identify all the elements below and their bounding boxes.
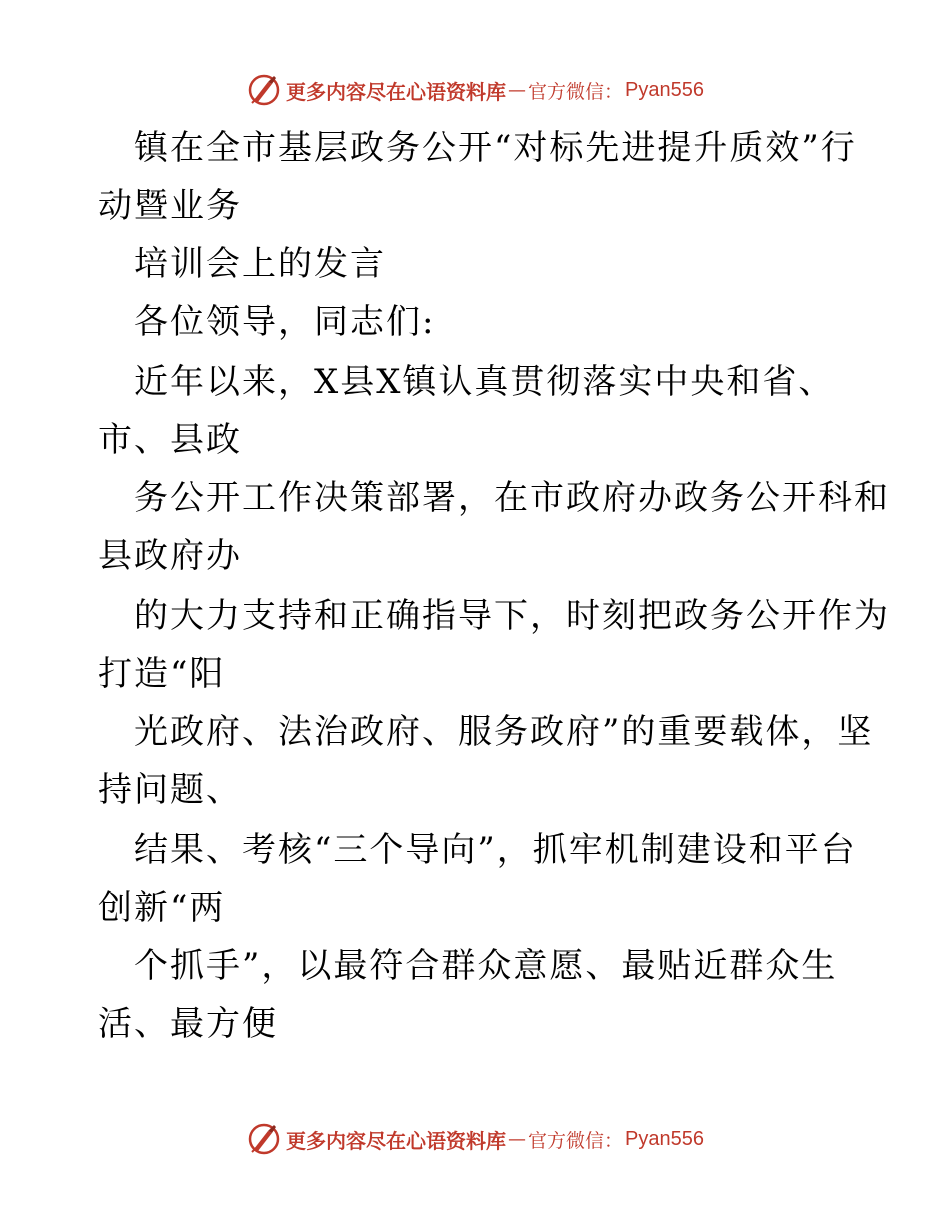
text-line: 结果、考核“三个导向”，抓牢机制建设和平台 [134, 830, 857, 870]
text-line: 县政府办 [98, 536, 242, 576]
text-line: 打造“阳 [98, 654, 226, 694]
text-line: 培训会上的发言 [134, 244, 386, 284]
quill-logo-icon [246, 72, 282, 108]
text-line: 持问题、 [98, 770, 242, 810]
text-line: 活、最方便 [98, 1004, 278, 1044]
text-line: 个抓手”，以最符合群众意愿、最贴近群众生 [134, 946, 838, 986]
text-line: 的大力支持和正确指导下，时刻把政务公开作为 [134, 596, 890, 636]
banner-wechat-id: Pyan556 [625, 1127, 704, 1150]
text-line: 光政府、法治政府、服务政府”的重要载体，坚 [134, 712, 874, 752]
quill-logo-icon [246, 1121, 282, 1157]
text-line: 市、县政 [98, 420, 242, 460]
banner-main-text: 更多内容尽在心语资料库 [286, 79, 506, 104]
text-line: 务公开工作决策部署，在市政府办政务公开科和 [134, 478, 890, 518]
banner-sub-text: 官方微信： [528, 1129, 624, 1152]
text-line: 创新“两 [98, 888, 226, 928]
text-line: 近年以来，X县X镇认真贯彻落实中央和省、 [134, 362, 835, 402]
text-line: 各位领导，同志们: [134, 302, 436, 342]
banner-wechat-id: Pyan556 [625, 78, 704, 101]
banner-main-text: 更多内容尽在心语资料库 [286, 1128, 506, 1153]
banner-dash: — [508, 1128, 526, 1150]
text-line: 镇在全市基层政务公开“对标先进提升质效”行 [134, 128, 857, 168]
text-line: 动暨业务 [98, 186, 242, 226]
banner-sub-text: 官方微信： [528, 80, 624, 103]
banner-dash: — [508, 79, 526, 101]
footer-banner [0, 1119, 950, 1159]
header-banner [0, 70, 950, 110]
